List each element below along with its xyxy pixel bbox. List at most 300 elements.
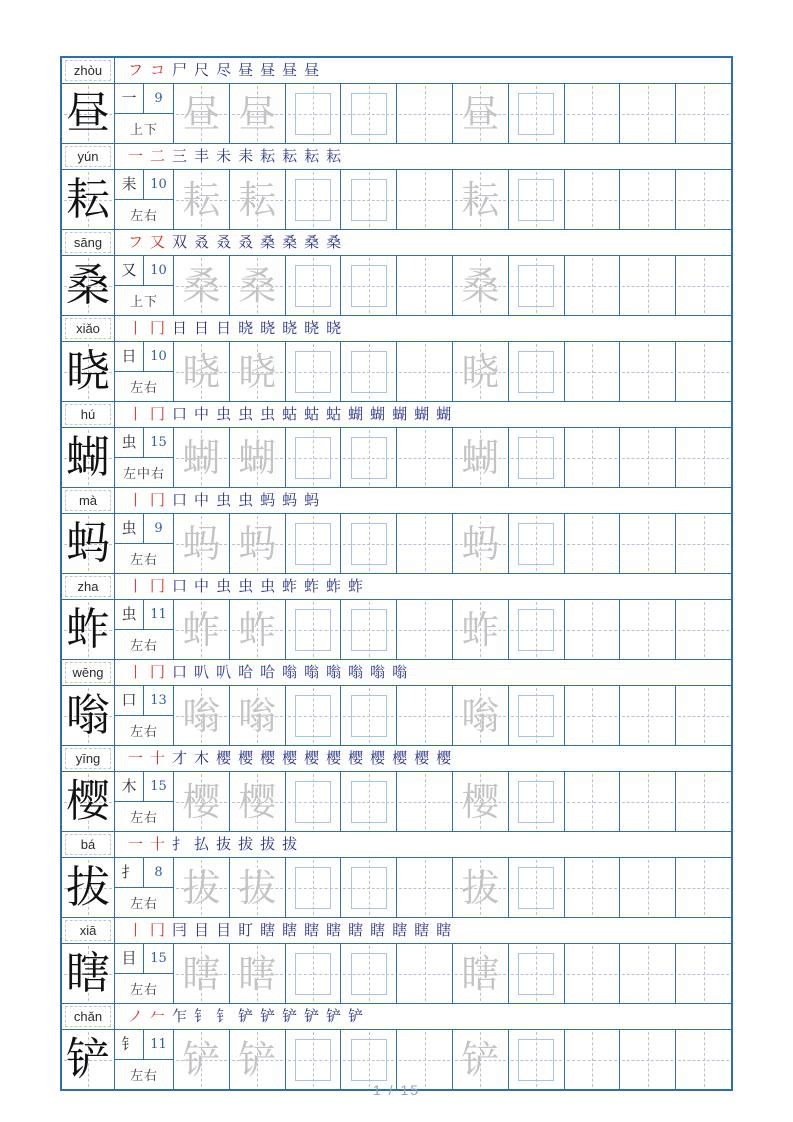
stroke-order-step: 昼 xyxy=(282,61,298,79)
structure-label: 左右 xyxy=(129,1069,158,1084)
practice-cell-box[interactable] xyxy=(509,772,565,831)
character-row xyxy=(62,573,731,659)
practice-cell-box[interactable] xyxy=(341,686,397,745)
writing-box xyxy=(295,695,331,737)
trace-character: 晓 xyxy=(461,349,500,394)
stroke-order-step: 叭 xyxy=(216,663,232,681)
radical-label: 虫 xyxy=(115,428,144,457)
stroke-order-step: 桑 xyxy=(260,233,276,251)
practice-cell-empty[interactable] xyxy=(676,1030,731,1089)
stroke-order-step: 叒 xyxy=(216,233,232,251)
stroke-order-step: 丨 xyxy=(128,577,144,595)
character-info-box xyxy=(115,342,174,401)
stroke-order-step: 瞎 xyxy=(282,921,298,939)
practice-cell-empty[interactable] xyxy=(565,428,621,487)
trace-character: 蚱 xyxy=(182,607,221,652)
practice-cell-empty[interactable] xyxy=(397,686,453,745)
writing-box xyxy=(295,1039,331,1081)
info-top-row xyxy=(115,858,173,888)
practice-cell-empty[interactable] xyxy=(565,514,621,573)
practice-cell-empty[interactable] xyxy=(676,772,731,831)
stroke-order-step: 铲 xyxy=(326,1007,342,1025)
practice-cell-empty[interactable] xyxy=(565,1030,621,1089)
stroke-order-step: 瞎 xyxy=(326,921,342,939)
stroke-order-step: 樱 xyxy=(260,749,276,767)
practice-cell-empty[interactable] xyxy=(620,600,676,659)
stroke-order-step: 丨 xyxy=(128,921,144,939)
stroke-order-step: 目 xyxy=(216,921,232,939)
stroke-order-step: 扌 xyxy=(172,835,188,853)
stroke-order-step: 嗡 xyxy=(326,663,342,681)
stroke-order-step: 铲 xyxy=(238,1007,254,1025)
stroke-order-step: 晓 xyxy=(326,319,342,337)
pinyin-cell xyxy=(62,574,115,599)
stroke-order-sequence xyxy=(115,144,731,169)
practice-cell-trace[interactable] xyxy=(174,858,230,917)
stroke-order-step: 蚂 xyxy=(282,491,298,509)
stroke-order-step: 嗡 xyxy=(348,663,364,681)
stroke-count: 15 xyxy=(150,435,167,450)
practice-cell-trace[interactable] xyxy=(230,944,286,1003)
pinyin-cell xyxy=(62,832,115,857)
practice-cell-box[interactable] xyxy=(509,84,565,143)
practice-cell-empty[interactable] xyxy=(397,858,453,917)
practice-cells xyxy=(174,944,731,1003)
practice-cell-trace[interactable] xyxy=(174,428,230,487)
writing-box xyxy=(295,867,331,909)
practice-cell-box[interactable] xyxy=(341,84,397,143)
practice-cell-box[interactable] xyxy=(509,256,565,315)
practice-cell-box[interactable] xyxy=(509,170,565,229)
trace-character: 樱 xyxy=(238,779,277,824)
character-band xyxy=(62,600,731,659)
practice-cell-box[interactable] xyxy=(509,428,565,487)
radical-label: 一 xyxy=(115,84,144,113)
practice-cell-box[interactable] xyxy=(286,428,342,487)
stroke-order-step: 丨 xyxy=(128,491,144,509)
practice-cell-box[interactable] xyxy=(509,342,565,401)
radical-label: 口 xyxy=(115,686,144,715)
pinyin-cell xyxy=(62,58,115,83)
practice-cell-trace[interactable] xyxy=(230,1030,286,1089)
practice-cell-box[interactable] xyxy=(341,1030,397,1089)
practice-cell-box[interactable] xyxy=(341,428,397,487)
practice-cell-box[interactable] xyxy=(509,686,565,745)
writing-box xyxy=(295,351,331,393)
stroke-order-step: 目 xyxy=(194,921,210,939)
stroke-order-step: 嗡 xyxy=(370,663,386,681)
practice-cell-box[interactable] xyxy=(509,858,565,917)
stroke-order-step: 口 xyxy=(172,491,188,509)
info-top-row xyxy=(115,514,173,544)
practice-cells xyxy=(174,256,731,315)
radical-label: 虫 xyxy=(115,600,144,629)
model-character-cell xyxy=(62,428,115,487)
trace-character: 嗡 xyxy=(238,693,277,738)
practice-cell-empty[interactable] xyxy=(676,84,731,143)
practice-cell-trace[interactable] xyxy=(230,514,286,573)
practice-cell-trace[interactable] xyxy=(230,686,286,745)
character-band xyxy=(62,170,731,229)
stroke-order-sequence xyxy=(115,746,731,771)
stroke-order-step: 桑 xyxy=(326,233,342,251)
practice-cell-empty[interactable] xyxy=(620,342,676,401)
stroke-order-step: 日 xyxy=(172,319,188,337)
pinyin-label: xiǎo xyxy=(76,321,100,336)
practice-cell-trace[interactable] xyxy=(453,686,509,745)
character-band xyxy=(62,342,731,401)
stroke-order-step: 蚂 xyxy=(304,491,320,509)
character-row xyxy=(62,659,731,745)
practice-cell-trace[interactable] xyxy=(174,514,230,573)
writing-box xyxy=(295,781,331,823)
practice-cell-empty[interactable] xyxy=(397,170,453,229)
practice-cell-box[interactable] xyxy=(286,858,342,917)
character-band xyxy=(62,1030,731,1089)
practice-cell-empty[interactable] xyxy=(676,170,731,229)
practice-cell-box[interactable] xyxy=(286,944,342,1003)
stroke-order-step: 蝴 xyxy=(414,405,430,423)
stroke-order-step: 樱 xyxy=(304,749,320,767)
structure-label: 上下 xyxy=(129,123,158,138)
model-character: 樱 xyxy=(66,775,110,827)
practice-cell-empty[interactable] xyxy=(397,600,453,659)
practice-cell-trace[interactable] xyxy=(453,944,509,1003)
practice-cells xyxy=(174,772,731,831)
stroke-order-step: 蝴 xyxy=(370,405,386,423)
pinyin-band xyxy=(62,316,731,342)
practice-cell-empty[interactable] xyxy=(620,428,676,487)
practice-cell-trace[interactable] xyxy=(230,772,286,831)
stroke-order-step: 蝴 xyxy=(436,405,452,423)
stroke-order-step: 蚂 xyxy=(260,491,276,509)
stroke-order-step: 冃 xyxy=(172,921,188,939)
stroke-order-step: 𠂉 xyxy=(150,1007,166,1025)
practice-cell-box[interactable] xyxy=(341,514,397,573)
practice-cell-empty[interactable] xyxy=(565,170,621,229)
practice-cells xyxy=(174,342,731,401)
practice-cell-empty[interactable] xyxy=(397,84,453,143)
practice-cell-trace[interactable] xyxy=(174,600,230,659)
practice-cell-empty[interactable] xyxy=(397,428,453,487)
practice-cell-empty[interactable] xyxy=(565,342,621,401)
stroke-order-step: 十 xyxy=(150,749,166,767)
writing-box xyxy=(518,1039,554,1081)
stroke-order-step: 冂 xyxy=(150,405,166,423)
practice-cell-empty[interactable] xyxy=(565,256,621,315)
practice-cell-box[interactable] xyxy=(341,944,397,1003)
stroke-order-sequence xyxy=(115,832,731,857)
stroke-order-step: 抜 xyxy=(216,835,232,853)
stroke-order-step: 叒 xyxy=(238,233,254,251)
trace-character: 晓 xyxy=(238,349,277,394)
practice-cell-box[interactable] xyxy=(341,256,397,315)
practice-cell-trace[interactable] xyxy=(174,256,230,315)
writing-box xyxy=(351,437,387,479)
pinyin-label: hú xyxy=(80,407,96,422)
trace-character: 昼 xyxy=(461,91,500,136)
practice-cell-empty[interactable] xyxy=(676,514,731,573)
stroke-order-step: 昼 xyxy=(238,61,254,79)
model-character-cell xyxy=(62,772,115,831)
stroke-order-step: 日 xyxy=(216,319,232,337)
stroke-order-step: 蛄 xyxy=(304,405,320,423)
practice-cell-trace[interactable] xyxy=(174,170,230,229)
practice-cell-trace[interactable] xyxy=(230,858,286,917)
practice-cell-box[interactable] xyxy=(341,858,397,917)
stroke-order-step: 耘 xyxy=(326,147,342,165)
writing-box xyxy=(351,523,387,565)
structure-label: 左右 xyxy=(129,553,158,568)
practice-cell-empty[interactable] xyxy=(620,170,676,229)
character-row xyxy=(62,58,731,143)
practice-cell-box[interactable] xyxy=(286,170,342,229)
pinyin-cell xyxy=(62,144,115,169)
stroke-order-step: 三 xyxy=(172,147,188,165)
stroke-order-step: 樱 xyxy=(370,749,386,767)
stroke-order-step: 冂 xyxy=(150,921,166,939)
stroke-order-step: 瞎 xyxy=(370,921,386,939)
character-row xyxy=(62,917,731,1003)
practice-cell-empty[interactable] xyxy=(565,772,621,831)
practice-cell-trace[interactable] xyxy=(174,772,230,831)
practice-cell-box[interactable] xyxy=(341,772,397,831)
stroke-order-step: 钅 xyxy=(216,1007,232,1025)
practice-cell-empty[interactable] xyxy=(397,944,453,1003)
stroke-order-step: 晓 xyxy=(282,319,298,337)
writing-box xyxy=(351,93,387,135)
trace-character: 拔 xyxy=(182,865,221,910)
practice-cell-empty[interactable] xyxy=(620,1030,676,1089)
practice-cell-empty[interactable] xyxy=(620,944,676,1003)
stroke-order-step: 叭 xyxy=(194,663,210,681)
practice-cell-empty[interactable] xyxy=(676,428,731,487)
practice-cell-trace[interactable] xyxy=(174,686,230,745)
practice-cell-empty[interactable] xyxy=(620,772,676,831)
practice-cell-empty[interactable] xyxy=(620,858,676,917)
stroke-order-step: 嗡 xyxy=(282,663,298,681)
practice-cell-box[interactable] xyxy=(286,84,342,143)
practice-cell-box[interactable] xyxy=(341,170,397,229)
stroke-order-step: 钅 xyxy=(194,1007,210,1025)
practice-cell-empty[interactable] xyxy=(565,84,621,143)
stroke-order-step: 払 xyxy=(194,835,210,853)
practice-cell-trace[interactable] xyxy=(230,600,286,659)
practice-cell-box[interactable] xyxy=(341,342,397,401)
practice-cell-empty[interactable] xyxy=(397,772,453,831)
stroke-count: 10 xyxy=(150,263,167,278)
practice-cell-box[interactable] xyxy=(286,686,342,745)
practice-cell-empty[interactable] xyxy=(620,514,676,573)
practice-cell-trace[interactable] xyxy=(453,514,509,573)
practice-cell-empty[interactable] xyxy=(620,84,676,143)
stroke-order-step: フ xyxy=(128,61,144,79)
practice-cell-trace[interactable] xyxy=(453,858,509,917)
practice-cell-trace[interactable] xyxy=(230,170,286,229)
model-character: 拔 xyxy=(66,861,110,913)
stroke-order-step: 瞎 xyxy=(436,921,452,939)
stroke-order-step: 蛄 xyxy=(282,405,298,423)
radical-label: 日 xyxy=(115,342,144,371)
practice-cell-trace[interactable] xyxy=(453,256,509,315)
stroke-order-step: 樱 xyxy=(392,749,408,767)
practice-cell-empty[interactable] xyxy=(397,256,453,315)
practice-cell-trace[interactable] xyxy=(230,428,286,487)
stroke-order-step: 樱 xyxy=(436,749,452,767)
model-character: 嗡 xyxy=(66,689,110,741)
practice-cell-box[interactable] xyxy=(341,600,397,659)
stroke-order-step: 拔 xyxy=(260,835,276,853)
practice-cell-trace[interactable] xyxy=(174,84,230,143)
trace-character: 蚂 xyxy=(238,521,277,566)
stroke-count: 15 xyxy=(150,951,167,966)
practice-cell-trace[interactable] xyxy=(174,342,230,401)
trace-character: 铲 xyxy=(238,1037,277,1082)
stroke-order-step: 乍 xyxy=(172,1007,188,1025)
practice-cell-empty[interactable] xyxy=(676,342,731,401)
practice-cell-trace[interactable] xyxy=(453,342,509,401)
radical-label: 扌 xyxy=(115,858,144,887)
stroke-count: 9 xyxy=(154,521,163,536)
practice-cell-empty[interactable] xyxy=(676,686,731,745)
practice-cell-empty[interactable] xyxy=(565,944,621,1003)
practice-cell-empty[interactable] xyxy=(397,514,453,573)
structure-label: 左右 xyxy=(129,209,158,224)
pinyin-band xyxy=(62,58,731,84)
stroke-order-step: 尸 xyxy=(172,61,188,79)
stroke-order-step: 未 xyxy=(216,147,232,165)
info-top-row xyxy=(115,428,173,458)
pinyin-cell xyxy=(62,488,115,513)
practice-cell-box[interactable] xyxy=(509,944,565,1003)
practice-cell-box[interactable] xyxy=(509,514,565,573)
writing-box xyxy=(351,609,387,651)
stroke-order-step: 虫 xyxy=(260,405,276,423)
practice-cell-trace[interactable] xyxy=(453,170,509,229)
stroke-order-step: 虫 xyxy=(216,405,232,423)
practice-grid xyxy=(60,56,733,1091)
stroke-order-step: 一 xyxy=(128,835,144,853)
practice-cell-trace[interactable] xyxy=(453,84,509,143)
practice-cell-empty[interactable] xyxy=(565,686,621,745)
character-info-box xyxy=(115,944,174,1003)
stroke-order-step: 嗡 xyxy=(304,663,320,681)
practice-cell-empty[interactable] xyxy=(676,944,731,1003)
practice-cell-empty[interactable] xyxy=(397,342,453,401)
practice-cell-empty[interactable] xyxy=(565,600,621,659)
stroke-order-step: 瞎 xyxy=(414,921,430,939)
stroke-order-step: 中 xyxy=(194,405,210,423)
practice-cell-trace[interactable] xyxy=(453,428,509,487)
stroke-order-step: 口 xyxy=(172,405,188,423)
pinyin-band xyxy=(62,144,731,170)
character-band xyxy=(62,944,731,1003)
character-row xyxy=(62,401,731,487)
stroke-order-step: 二 xyxy=(150,147,166,165)
trace-character: 嗡 xyxy=(182,693,221,738)
practice-cell-box[interactable] xyxy=(286,256,342,315)
stroke-order-sequence xyxy=(115,488,731,513)
stroke-order-step: 尽 xyxy=(216,61,232,79)
model-character: 蚱 xyxy=(66,603,110,655)
practice-cell-trace[interactable] xyxy=(174,1030,230,1089)
stroke-order-step: 冂 xyxy=(150,577,166,595)
pinyin-label: yún xyxy=(77,149,99,164)
practice-cell-empty[interactable] xyxy=(620,686,676,745)
stroke-order-step: 又 xyxy=(150,233,166,251)
practice-cell-box[interactable] xyxy=(286,342,342,401)
pinyin-band xyxy=(62,660,731,686)
radical-label: 目 xyxy=(115,944,144,973)
trace-character: 桑 xyxy=(182,263,221,308)
stroke-order-step: 丨 xyxy=(128,663,144,681)
pinyin-band xyxy=(62,746,731,772)
stroke-order-step: 虫 xyxy=(238,491,254,509)
practice-cell-empty[interactable] xyxy=(676,600,731,659)
info-top-row xyxy=(115,772,173,802)
character-info-box xyxy=(115,514,174,573)
character-band xyxy=(62,84,731,143)
practice-cell-empty[interactable] xyxy=(676,256,731,315)
radical-label: 又 xyxy=(115,256,144,285)
structure-label: 左右 xyxy=(129,725,158,740)
writing-box xyxy=(295,179,331,221)
practice-cell-trace[interactable] xyxy=(453,600,509,659)
stroke-order-step: 蚱 xyxy=(348,577,364,595)
trace-character: 樱 xyxy=(461,779,500,824)
stroke-order-step: 中 xyxy=(194,491,210,509)
practice-cell-box[interactable] xyxy=(286,600,342,659)
practice-cell-trace[interactable] xyxy=(230,342,286,401)
practice-cell-trace[interactable] xyxy=(230,84,286,143)
stroke-order-step: 耘 xyxy=(260,147,276,165)
writing-box xyxy=(351,179,387,221)
pinyin-cell xyxy=(62,316,115,341)
practice-cell-box[interactable] xyxy=(286,514,342,573)
stroke-order-sequence xyxy=(115,574,731,599)
stroke-order-step: 蛄 xyxy=(326,405,342,423)
practice-cell-empty[interactable] xyxy=(565,858,621,917)
practice-cell-trace[interactable] xyxy=(174,944,230,1003)
practice-cell-empty[interactable] xyxy=(620,256,676,315)
trace-character: 蝴 xyxy=(461,435,500,480)
pinyin-label: mà xyxy=(78,493,98,508)
practice-cell-trace[interactable] xyxy=(453,772,509,831)
practice-cell-empty[interactable] xyxy=(676,858,731,917)
stroke-order-step: 才 xyxy=(172,749,188,767)
pinyin-cell xyxy=(62,1004,115,1029)
practice-cell-box[interactable] xyxy=(509,600,565,659)
practice-cell-trace[interactable] xyxy=(230,256,286,315)
practice-cell-box[interactable] xyxy=(509,1030,565,1089)
practice-cell-empty[interactable] xyxy=(397,1030,453,1089)
model-character-cell xyxy=(62,84,115,143)
character-info-box xyxy=(115,772,174,831)
practice-cell-box[interactable] xyxy=(286,772,342,831)
trace-character: 蝴 xyxy=(238,435,277,480)
model-character-cell xyxy=(62,1030,115,1089)
practice-cells xyxy=(174,686,731,745)
trace-character: 昼 xyxy=(238,91,277,136)
writing-box xyxy=(518,265,554,307)
practice-cell-box[interactable] xyxy=(286,1030,342,1089)
practice-cell-trace[interactable] xyxy=(453,1030,509,1089)
pinyin-label: yīng xyxy=(75,751,101,766)
writing-box xyxy=(295,437,331,479)
trace-character: 桑 xyxy=(461,263,500,308)
model-character-cell xyxy=(62,170,115,229)
stroke-count: 10 xyxy=(150,349,167,364)
